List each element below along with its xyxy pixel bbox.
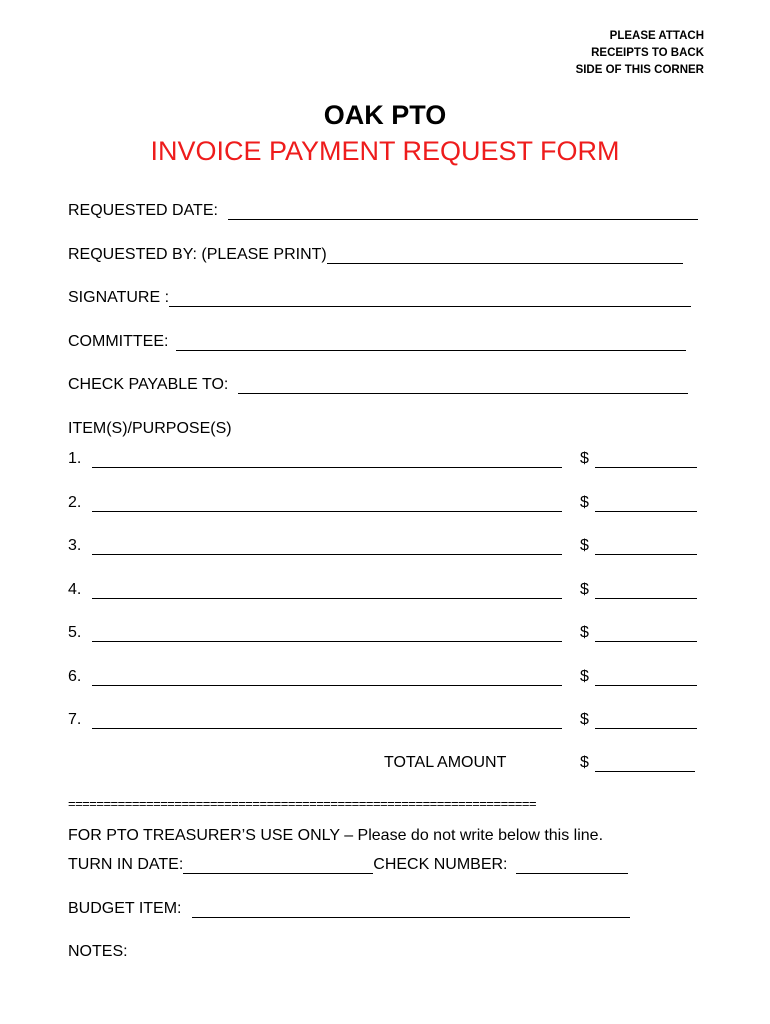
signature-label: SIGNATURE :: [68, 289, 170, 306]
turn-in-date-label: TURN IN DATE:: [68, 856, 184, 873]
dollar-sign: $: [580, 580, 589, 598]
corner-note-line-3: SIDE OF THIS CORNER: [575, 64, 704, 76]
treasurer-note: FOR PTO TREASURER’S USE ONLY – Please do not write below this line.: [68, 827, 604, 844]
item-amount-group: [580, 531, 697, 555]
budget-item-row: [68, 894, 630, 918]
item-description-field[interactable]: [92, 492, 562, 512]
item-amount-group: [580, 488, 697, 512]
check-payable-row: [68, 370, 688, 394]
item-amount-field[interactable]: [595, 492, 697, 512]
item-amount-group: [580, 444, 697, 468]
total-amount-field[interactable]: [595, 752, 695, 772]
item-row: [68, 488, 700, 512]
divider-line: ==================================================================: [68, 796, 537, 811]
dollar-sign: $: [580, 624, 589, 641]
item-description-field[interactable]: [92, 579, 562, 599]
item-number: 4.: [68, 580, 82, 598]
item-row: [68, 705, 700, 729]
dollar-sign: $: [580, 711, 589, 728]
item-amount-field[interactable]: [595, 535, 697, 555]
item-description-field[interactable]: [92, 448, 562, 468]
check-payable-field[interactable]: [238, 374, 688, 394]
signature-field[interactable]: [169, 287, 691, 307]
item-row: [68, 662, 700, 686]
item-row: [68, 444, 700, 468]
item-amount-group: [580, 662, 697, 686]
item-number: 6.: [68, 667, 82, 685]
total-row: [68, 748, 700, 772]
total-label: TOTAL AMOUNT: [384, 754, 507, 771]
dollar-sign: $: [580, 537, 589, 554]
check-payable-label: CHECK PAYABLE TO:: [68, 376, 229, 393]
item-amount-group: [580, 575, 697, 599]
item-amount-group: [580, 618, 697, 642]
item-amount-field[interactable]: [595, 709, 697, 729]
committee-row: [68, 327, 686, 351]
item-description-field[interactable]: [92, 535, 562, 555]
requested-by-field[interactable]: [327, 244, 683, 264]
committee-field[interactable]: [176, 331, 686, 351]
signature-row: [68, 283, 691, 307]
turn-in-row: [68, 850, 628, 874]
total-amount-group: [580, 748, 695, 772]
requested-by-label: REQUESTED BY: (PLEASE PRINT): [68, 246, 327, 263]
item-number: 5.: [68, 624, 82, 641]
item-description-field[interactable]: [92, 709, 562, 729]
budget-item-label: BUDGET ITEM:: [68, 900, 182, 917]
item-amount-field[interactable]: [595, 448, 697, 468]
item-amount-field[interactable]: [595, 579, 697, 599]
requested-date-field[interactable]: [228, 200, 698, 220]
item-row: [68, 618, 700, 642]
item-number: 2.: [68, 493, 82, 511]
committee-label: COMMITTEE:: [68, 333, 169, 350]
dollar-sign: $: [580, 493, 589, 511]
corner-note-line-1: PLEASE ATTACH: [609, 30, 704, 42]
budget-item-field[interactable]: [192, 898, 630, 918]
item-number: 7.: [68, 711, 82, 728]
check-number-field[interactable]: [516, 854, 628, 874]
item-amount-field[interactable]: [595, 666, 697, 686]
requested-date-row: [68, 196, 698, 220]
items-heading: ITEM(S)/PURPOSE(S): [68, 420, 232, 437]
dollar-sign: $: [580, 450, 589, 467]
corner-note: [576, 28, 704, 79]
item-number: 1.: [68, 450, 82, 467]
turn-in-date-field[interactable]: [183, 854, 373, 874]
check-number-label: CHECK NUMBER:: [373, 856, 508, 873]
requested-date-label: REQUESTED DATE:: [68, 202, 218, 219]
item-amount-field[interactable]: [595, 622, 697, 642]
item-row: [68, 531, 700, 555]
requested-by-row: [68, 240, 683, 264]
item-description-field[interactable]: [92, 622, 562, 642]
corner-note-line-2: RECEIPTS TO BACK: [591, 47, 704, 59]
item-number: 3.: [68, 537, 82, 554]
form-title: OAK PTO: [323, 100, 447, 130]
dollar-sign: $: [580, 667, 589, 685]
item-description-field[interactable]: [92, 666, 562, 686]
item-amount-group: [580, 705, 697, 729]
item-row: [68, 575, 700, 599]
dollar-sign: $: [580, 754, 589, 771]
form-subtitle: INVOICE PAYMENT REQUEST FORM: [150, 136, 620, 166]
notes-label: NOTES:: [68, 943, 128, 960]
